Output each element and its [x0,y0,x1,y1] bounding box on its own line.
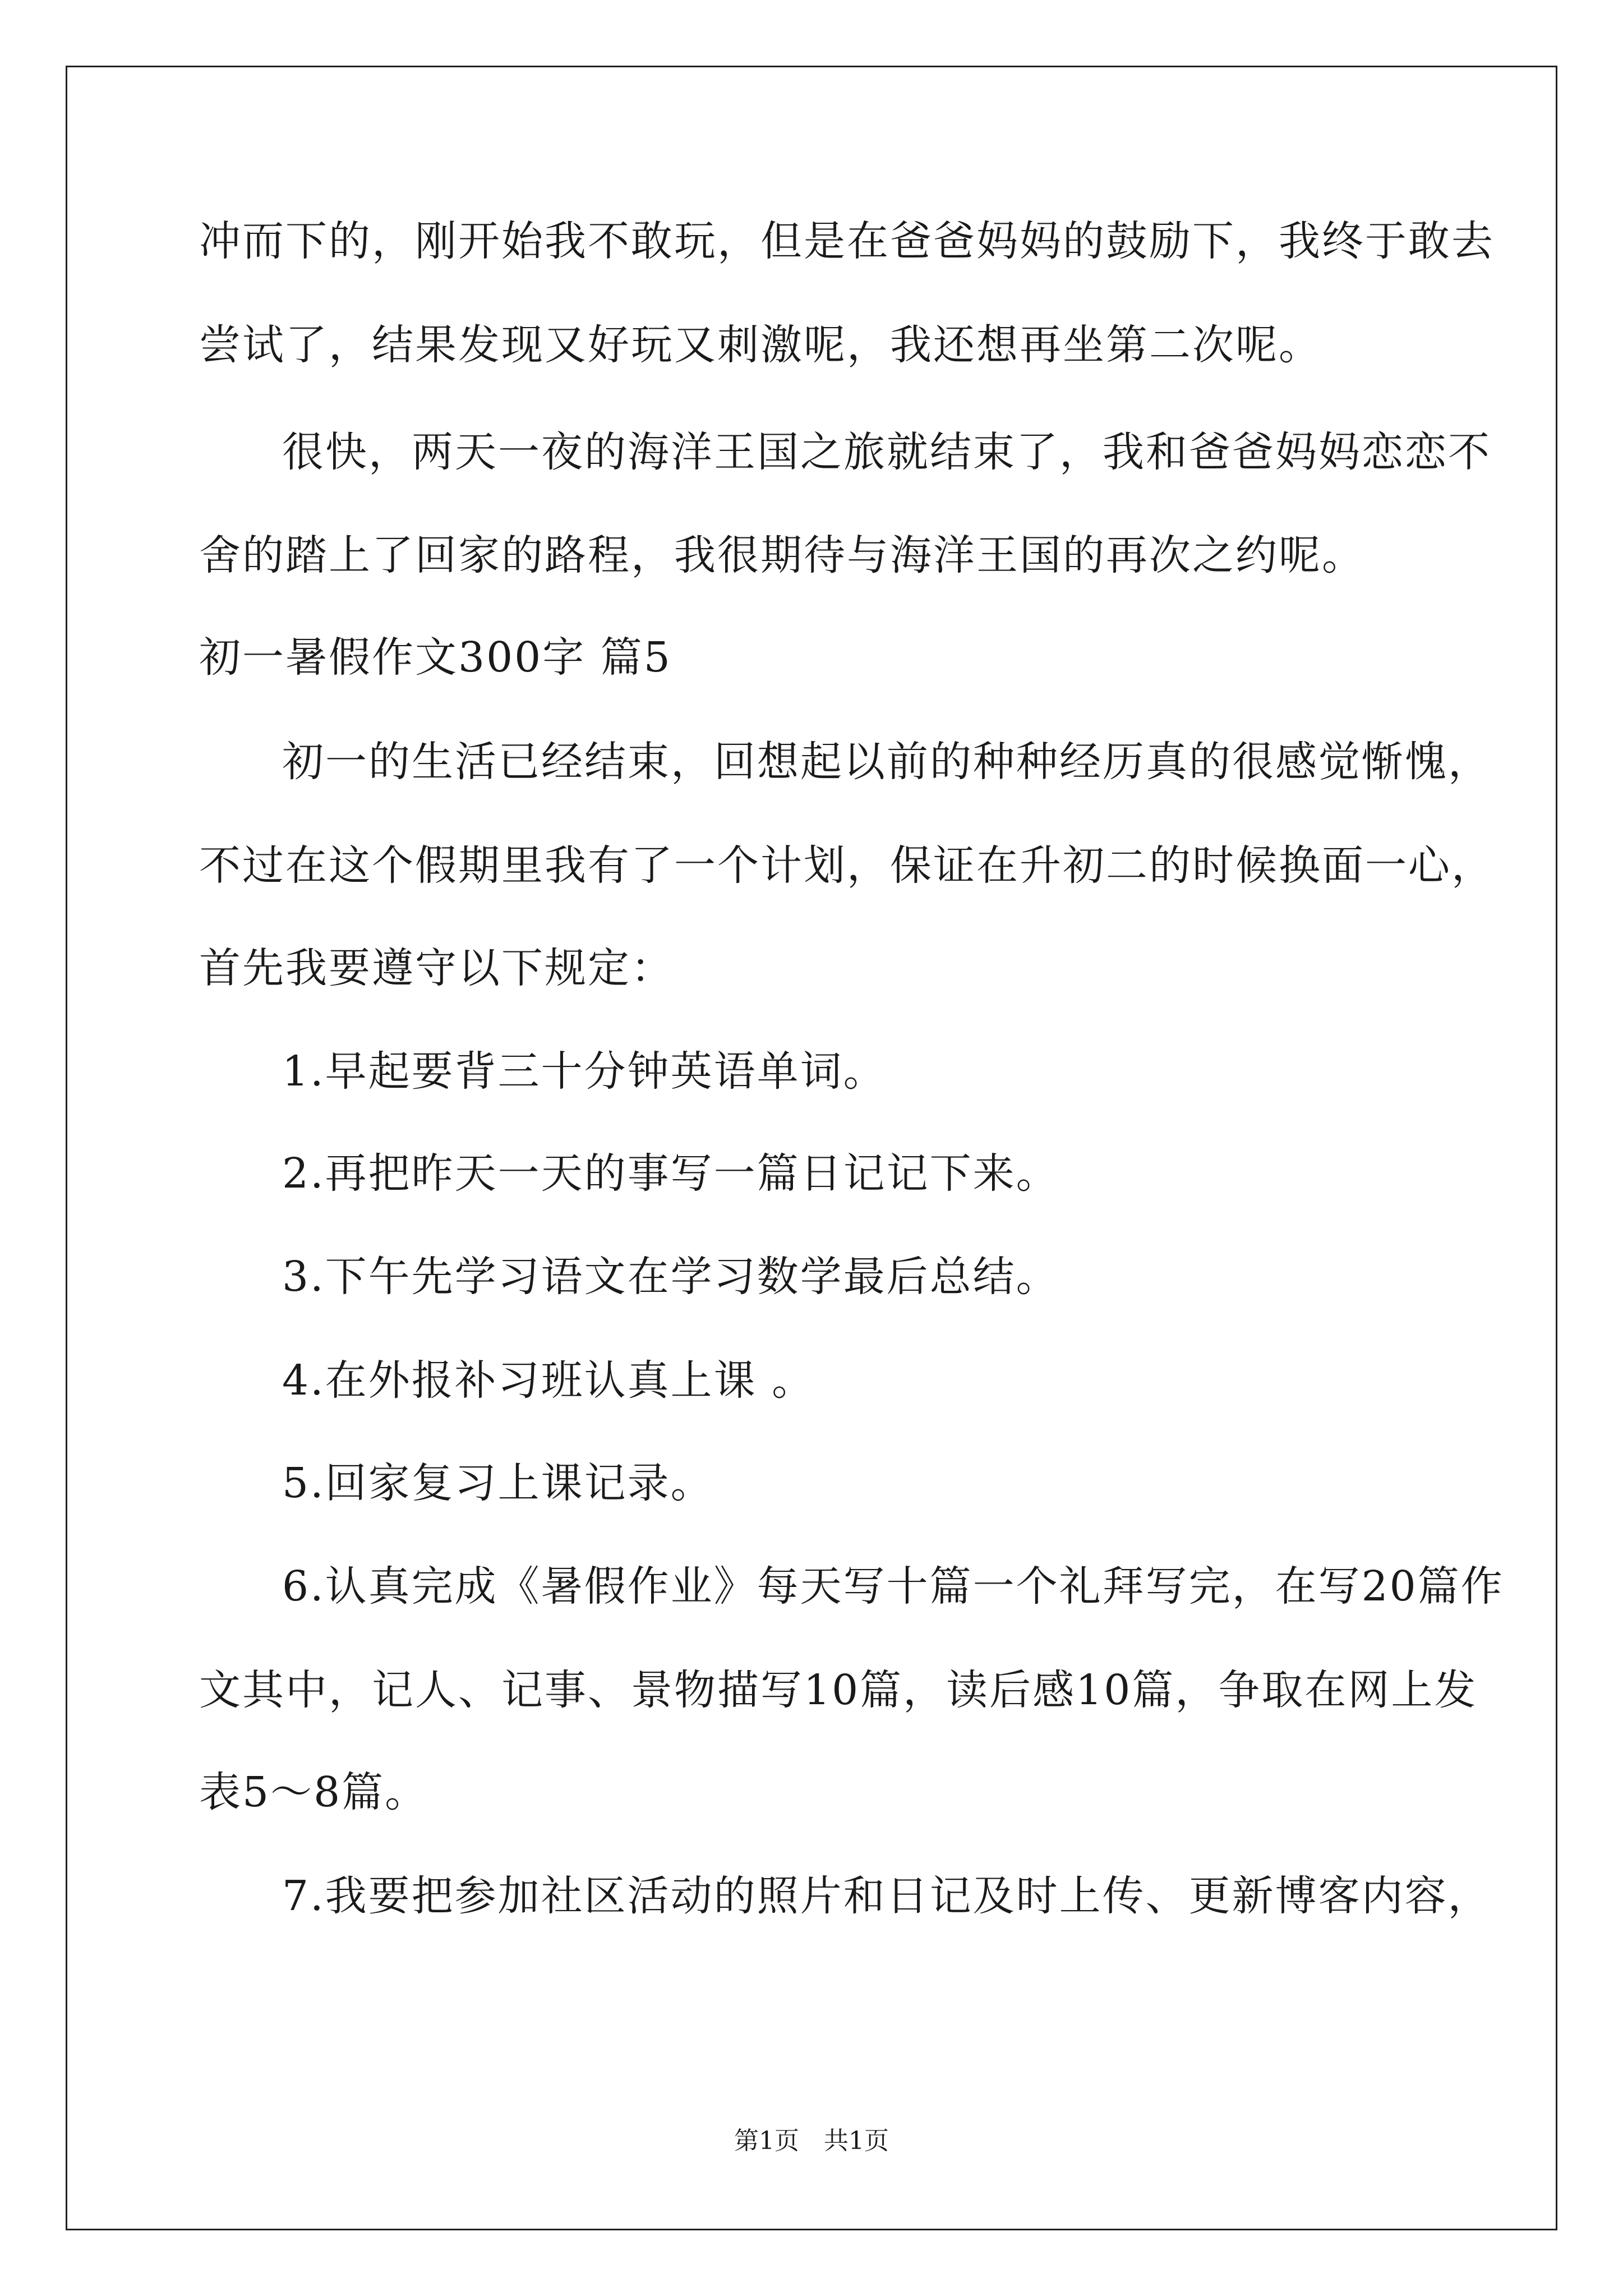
list-item: 5.回家复习上课记录。 [282,1459,714,1507]
text-line: 舍的踏上了回家的路程，我很期待与海洋王国的再次之约呢。 [199,531,1365,579]
page-number: 第1页 共1页 [734,2127,889,2155]
text-line: 冲而下的，刚开始我不敢玩，但是在爸爸妈妈的鼓励下，我终于敢去 [199,217,1495,265]
text-line: 尝试了，结果发现又好玩又刺激呢，我还想再坐第二次呢。 [199,321,1322,369]
section-heading: 初一暑假作文300字 篇5 [199,633,672,682]
text-line: 首先我要遵守以下规定： [199,944,674,992]
list-item: 4.在外报补习班认真上课 。 [282,1356,815,1405]
text-line: 表5～8篇。 [199,1768,428,1816]
paragraph-start: 初一的生活已经结束，回想起以前的种种经历真的很感觉惭愧， [282,738,1491,786]
list-item: 3.下午先学习语文在学习数学最后总结。 [282,1253,1059,1301]
list-item: 1.早起要背三十分钟英语单词。 [282,1047,887,1096]
list-item: 6.认真完成《暑假作业》每天写十篇一个礼拜写完，在写20篇作 [282,1562,1504,1611]
paragraph-start: 很快，两天一夜的海洋王国之旅就结束了，我和爸爸妈妈恋恋不 [282,428,1491,476]
list-item: 7.我要把参加社区活动的照片和日记及时上传、更新博客内容， [282,1872,1491,1920]
text-line: 文其中，记人、记事、景物描写10篇，读后感10篇，争取在网上发 [199,1666,1478,1714]
list-item: 2.再把昨天一天的事写一篇日记记下来。 [282,1149,1059,1198]
text-line: 不过在这个假期里我有了一个计划，保证在升初二的时候换面一心， [199,841,1495,890]
